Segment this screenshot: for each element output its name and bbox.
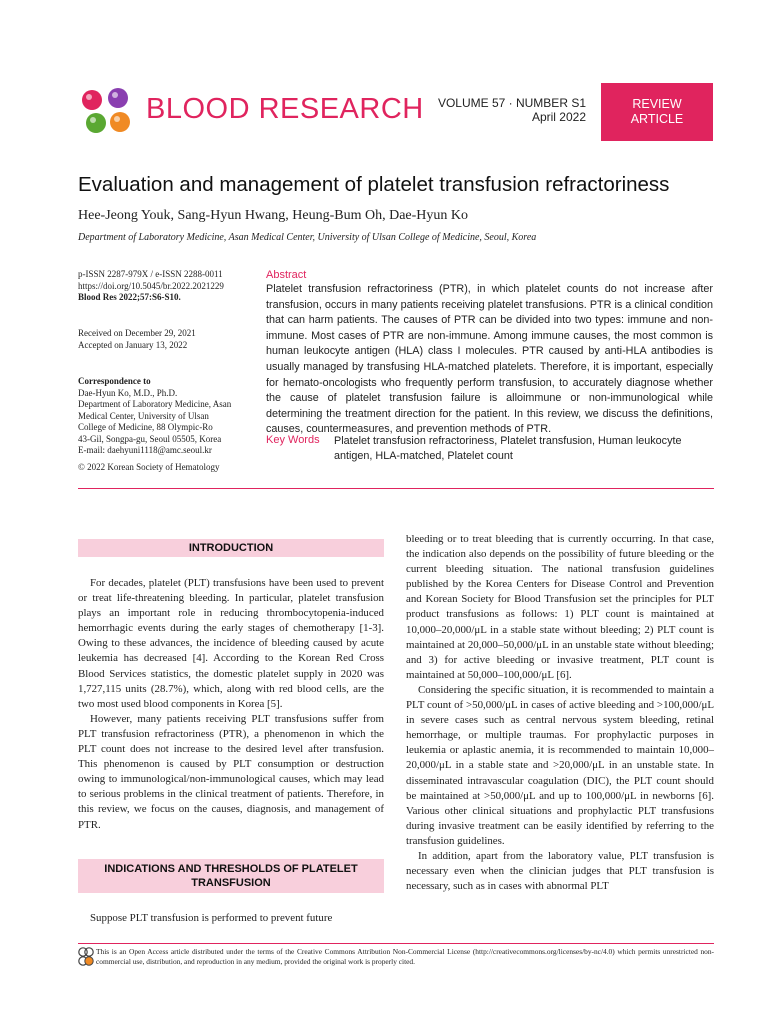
copyright: © 2022 Korean Society of Hematology — [78, 462, 220, 472]
paragraph: In addition, apart from the laboratory value, PLT transfusion is necessary even when the clinician judges that PLT transfusion is necessary, such as in cases with abnormal PLT — [406, 849, 714, 893]
journal-name: BLOOD RESEARCH — [146, 93, 424, 125]
affiliation: Department of Laboratory Medicine, Asan Medical Center, University of Ulsan College of Medicine, Seoul, Korea — [78, 232, 537, 243]
issue-info — [420, 96, 586, 124]
correspondence-line: Dae-Hyun Ko, M.D., Ph.D. — [78, 387, 178, 398]
section-heading-indications — [78, 859, 384, 893]
section-heading-text: INDICATIONS AND THRESHOLDS OF PLATELET TRANSFUSION — [104, 863, 358, 889]
right-column-text — [406, 532, 714, 894]
paragraph: bleeding or to treat bleeding that is currently occurring. In that case, the indication also depends on the possibility of future bleeding or the current bleeding situation. The national transfusion guidelines published by the Korea Centers for Disease Control and Prevention and Korean Society for Blood Transfusion set the principles for PLT product transfusions as follows: 1) PLT count is maintained at 10,000–20,000/μL in a stable state without bleeding; 2) PLT count is maintained at 20,000–50,000/μL in an unstable state without bleeding; and 3) for active bleeding or invasive treatment, PLT count is maintained at 50,000–100,000/μL [6]. — [406, 533, 714, 681]
creative-commons-icon — [78, 947, 94, 966]
keywords-label: Key Words — [266, 434, 320, 446]
article-type-badge — [601, 83, 713, 141]
issn: p-ISSN 2287-979X / e-ISSN 2288-0011 — [78, 269, 223, 279]
colored-spheres-logo — [78, 86, 134, 136]
issue-date: April 2022 — [531, 110, 586, 124]
correspondence-line: Medical Center, University of Ulsan — [78, 410, 209, 421]
header-divider — [78, 488, 714, 489]
dates — [78, 328, 196, 351]
correspondence-label: Correspondence to — [78, 376, 151, 386]
correspondence-line: College of Medicine, 88 Olympic-Ro — [78, 422, 213, 432]
footer-divider — [78, 943, 714, 944]
section-heading-introduction: INTRODUCTION — [78, 539, 384, 557]
paragraph: However, many patients receiving PLT transfusions suffer from PLT transfusion refractoriness (PTR), a phenomenon in which the PLT count does not increase to the desired level after transfusion. This phenomenon is caused by PLT consumption or destruction owing to immunological/non-immunological causes, which may lead to serious problems in the clinical treatment of patients. Therefore, in this review, we focus on the causes, diagnosis, and management of PTR. — [78, 712, 384, 831]
badge-line1: REVIEW — [632, 97, 682, 111]
correspondence — [78, 376, 231, 457]
license-text: This is an Open Access article distributed under the terms of the Creative Commons Attribution Non-Commercial License (http://creativecommons.org/licenses/by-nc/4.0) which permits unrestricted non-commercial use, distribution, and reproduction in any medium, provided the original work is properly cited. — [96, 947, 714, 966]
doi-link[interactable]: https://doi.org/10.5045/br.2022.2021229 — [78, 280, 224, 291]
left-column-text — [78, 576, 384, 833]
volume-line: VOLUME 57 · NUMBER S1 — [437, 96, 586, 110]
accepted-date: Accepted on January 13, 2022 — [78, 339, 188, 350]
correspondence-line: 43-Gil, Songpa-gu, Seoul 05505, Korea — [78, 433, 222, 444]
correspondence-line: Department of Laboratory Medicine, Asan — [78, 399, 232, 409]
paragraph: Considering the specific situation, it is recommended to maintain a PLT count of >50,000/μL in cases of active bleeding and >100,000/μL in severe cases such as central nervous system bleeding, retinal hemorrhage, or multiple traumas. For prophylactic purposes in leukemia or aplastic anemia, it is recommended to maintain 10,000–20,000/μL in a stable state and >20,000/μL in an unstable state. In disseminated intravascular coagulation (DIC), the PLT count should be maintained at >50,000/μL and up to 100,000/μL in newborns [6]. Various other clinical situations and prophylactic PLT transfusions during invasive treatment can be easily identified by referring to the transfusion guidelines. — [406, 683, 714, 847]
paragraph: Suppose PLT transfusion is performed to prevent future — [90, 912, 333, 924]
received-date: Received on December 29, 2021 — [78, 328, 196, 338]
citation: Blood Res 2022;57:S6-S10. — [78, 292, 181, 302]
abstract-heading: Abstract — [266, 269, 307, 281]
author-list: Hee-Jeong Youk, Sang-Hyun Hwang, Heung-Bum Oh, Dae-Hyun Ko — [78, 208, 469, 223]
publication-info — [78, 269, 224, 304]
correspondence-email[interactable]: E-mail: daehyuni1118@amc.seoul.kr — [78, 445, 212, 455]
article-title: Evaluation and management of platelet transfusion refractoriness — [78, 173, 670, 196]
paragraph: For decades, platelet (PLT) transfusions have been used to prevent or treat life-threatening bleeding. In particular, platelet transfusion plays an important role in reducing thrombocytopenia-induced hemorrhagic events during the early stages of chemotherapy [1-3]. Owing to these advances, the incidence of bleeding caused by acute leukemia has decreased [4]. According to the Korean Red Cross Blood Services statistics, the domestic platelet supply in 2020 was 1,727,115 units (28.7%), which, along with red blood cells, are the two most used blood components in Korea [5]. — [78, 577, 384, 710]
badge-line2: ARTICLE — [630, 112, 684, 126]
abstract-text: Platelet transfusion refractoriness (PTR), in which platelet counts do not increase after transfusion, occurs in many patients receiving platelet transfusions. PTR is a clinical condition that can harm patients. The causes of PTR can be divided into two types: immune and non-immune. Most cases of PTR are non-immune. Among immune causes, the most common is human leukocyte antigen (HLA) class I molecules. PTR caused by anti-HLA antibodies is usually managed by transfusing HLA-matched platelets. Therefore, it is important, especially for hemato-oncologists who frequently perform transfusion, to accurately diagnose whether the cause of platelet transfusion failure is alloimmune or non-immunological while determining the treatment direction for the patient. In this review, we discuss the definitions, causes, countermeasures, and prevention methods of PTR. — [266, 283, 713, 436]
keywords-text: Platelet transfusion refractoriness, Platelet transfusion, Human leukocyte antigen, HLA-matched, Platelet count — [334, 435, 682, 462]
left-column-text-2 — [78, 911, 384, 926]
